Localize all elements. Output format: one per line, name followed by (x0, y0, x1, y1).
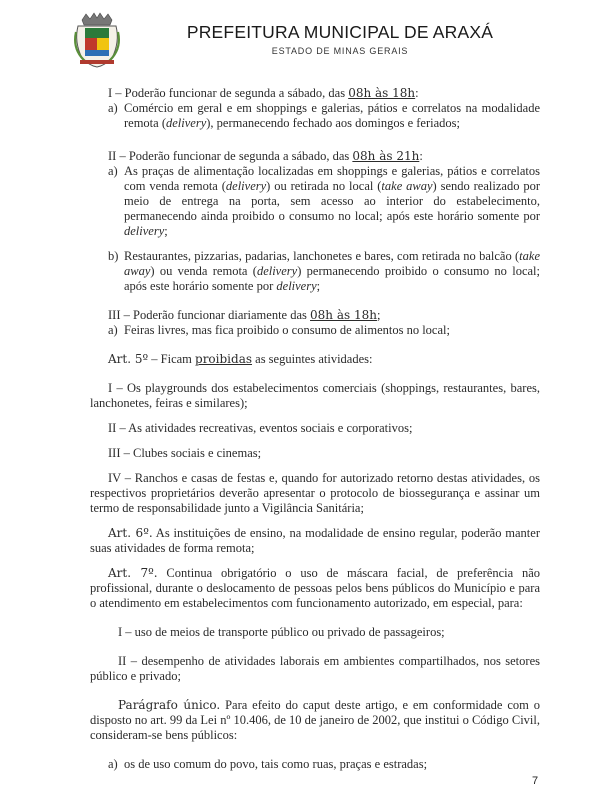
section-iii-heading: III – Poderão funcionar diariamente das 08h às 18h; (108, 308, 381, 322)
article-5-heading: Art. 5º – Ficam proibidas as seguintes atividades: (108, 352, 373, 366)
sole-paragraph: Parágrafo único. Para efeito do caput deste artigo, e em conformidade com o disposto no art. 99 da Lei nº 10.406, de 10 de janeiro de 2002, que institui o Código Civil, consideram-se bens públicos: (90, 698, 541, 742)
article-5-item-i: I – Os playgrounds dos estabelecimentos comerciais (shoppings, restaurantes, bares, lanchonetes, feiras e similares); (90, 381, 540, 410)
sole-paragraph-item-a: a) os de uso comum do povo, tais como ruas, praças e estradas; (108, 757, 428, 771)
article-5-item-ii: II – As atividades recreativas, eventos sociais e corporativos; (108, 421, 413, 435)
article-7-item-i: I – uso de meios de transporte público ou privado de passageiros; (118, 625, 445, 639)
article-5-item-iii: III – Clubes sociais e cinemas; (108, 446, 262, 460)
page-title: PREFEITURA MUNICIPAL DE ARAXÁ (186, 22, 494, 42)
page-header (0, 0, 611, 80)
section-ii-item-a: a) As praças de alimentação localizadas em shoppings e galerias, pátios e correlatos com venda remota (delivery) ou retirada no local (take away) sendo realizado por meio de entrega na porta, sem acesso ao interior do estabelecimento, permanecendo ainda proibido o consumo no local; após este horário somente por delivery; (108, 164, 540, 238)
section-i-item-a: a) Comércio em geral e em shoppings e galerias, pátios e correlatos na modalidade remota (delivery), permanecendo fechado aos domingos e feriados; (108, 101, 540, 130)
section-ii-heading: II – Poderão funcionar de segunda a sábado, das 08h às 21h: (108, 149, 423, 163)
article-7-item-ii: II – desempenho de atividades laborais em ambientes compartilhados, nos setores público e privado; (90, 654, 540, 683)
section-ii-item-b: b) Restaurantes, pizzarias, padarias, lanchonetes e bares, com retirada no balcão (take away) ou venda remota (delivery) permanecendo proibido o consumo no local; após este horário somente por delivery; (108, 249, 540, 293)
article-5-item-iv: IV – Ranchos e casas de festas e, quando for autorizado retorno destas atividades, os respectivos proprietários deverão apresentar o protocolo de biossegurança e assinar um termo de responsabilidade junto a Vigilância Sanitária; (90, 471, 540, 515)
section-i-heading: I – Poderão funcionar de segunda a sábado, das 08h às 18h: (108, 86, 419, 100)
section-iii-item-a: a) Feiras livres, mas fica proibido o consumo de alimentos no local; (108, 323, 450, 337)
article-6: Art. 6º. As instituições de ensino, na modalidade de ensino regular, poderão manter suas atividades de forma remota; (90, 526, 540, 555)
municipal-coat-of-arms-icon (72, 12, 122, 68)
document-body (90, 86, 540, 772)
article-7: Art. 7º. Continua obrigatório o uso de máscara facial, de preferência não profissional, durante o deslocamento de pessoas pelos bens públicos do Município e para o atendimento em estabelecimentos com funcionamento autorizado, em especial, para: (90, 566, 541, 610)
page-subtitle: ESTADO DE MINAS GERAIS (271, 46, 409, 56)
page-number: 7 (532, 775, 539, 787)
